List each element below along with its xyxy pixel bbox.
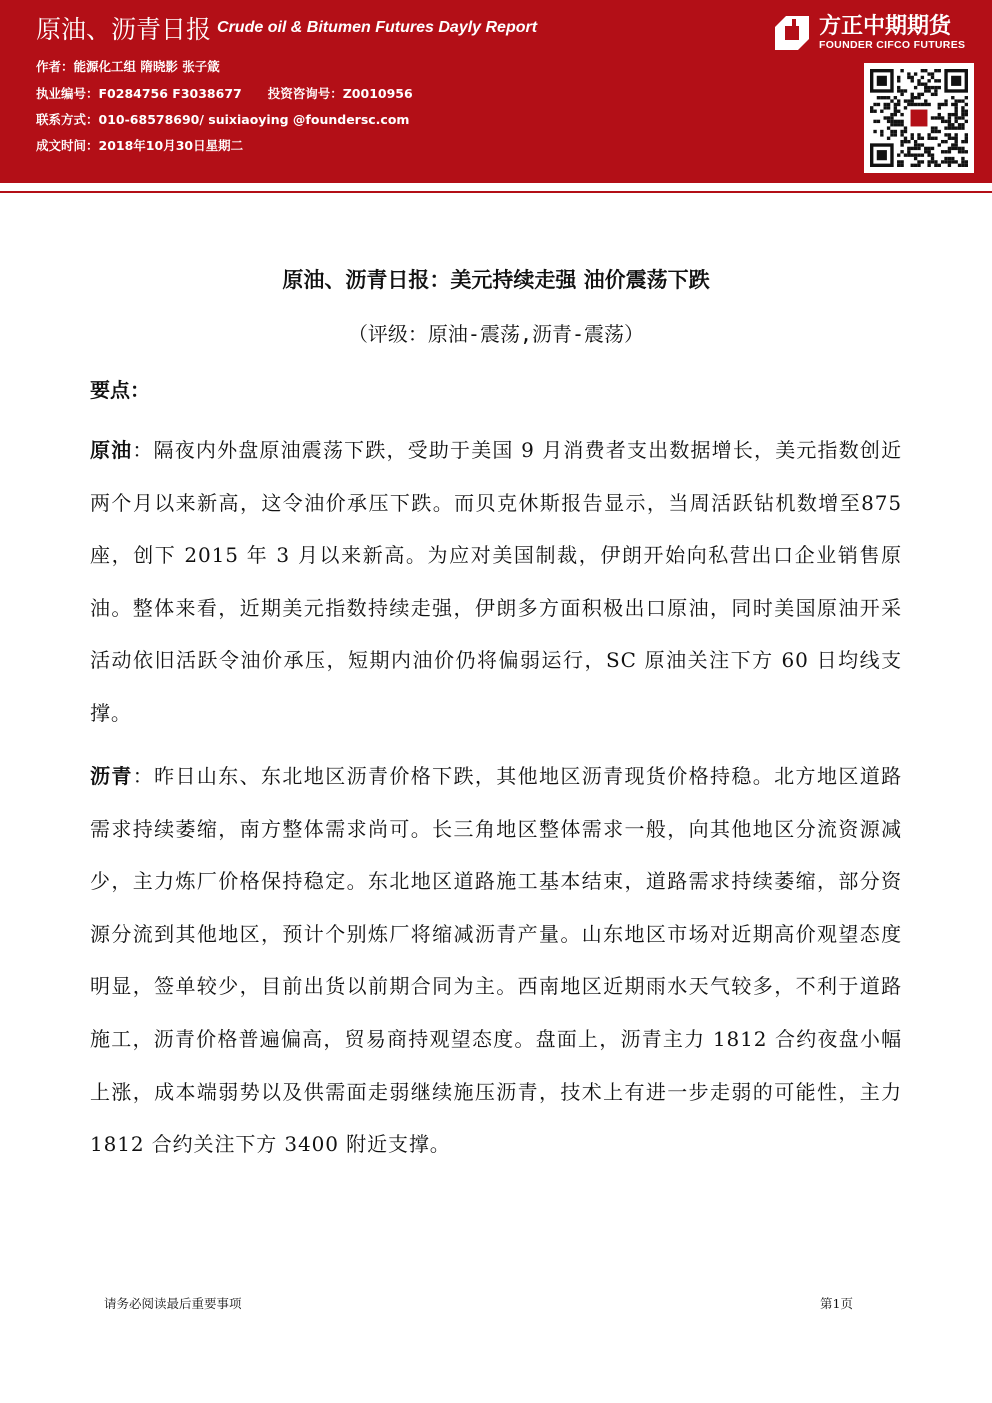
header-title-en: Crude oil & Bitumen Futures Dayly Report <box>217 19 538 36</box>
crude-oil-paragraph <box>90 424 902 740</box>
consult-label: 投资咨询号： <box>267 86 343 101</box>
author-label: 作者： <box>36 59 74 74</box>
bitumen-label: 沥青 <box>90 764 133 788</box>
report-header <box>0 0 992 183</box>
header-title <box>36 10 537 46</box>
header-divider <box>0 191 992 193</box>
bitumen-text: ：昨日山东、东北地区沥青价格下跌，其他地区沥青现货价格持稳。北方地区道路需求持续萎缩，南方整体需求尚可。长三角地区整体需求一般，向其他地区分流资源减少，主力炼厂价格保持稳定。东北地区道路施工基本结束，道路需求持续萎缩，部分资源分流到其他地区，预计个别炼厂将缩减沥青产量。山东地区市场对近期高价观望态度明显，签单较少，目前出货以前期合同为主。西南地区近期雨水天气较多，不利于道路施工，沥青价格普遍偏高，贸易商持观望态度。盘面上，沥青主力 1812 合约夜盘小幅上涨，成本端弱势以及供需面走弱继续施压沥青，技术上有进一步走弱的可能性，主力 1812 合约关注下方 3400 附近支撑。 <box>90 764 902 1157</box>
license-value: F0284756 F3038677 <box>98 86 242 101</box>
consult-value: Z0010956 <box>342 86 413 101</box>
report-rating: （评级：原油-震荡,沥青-震荡） <box>347 322 645 346</box>
contact-value: 010-68578690/ suixiaoying @foundersc.com <box>98 112 410 127</box>
qr-code-icon <box>870 69 968 167</box>
brand-name-cn: 方正中期期货 <box>819 14 952 39</box>
bitumen-paragraph <box>90 750 902 1171</box>
date-value: 2018年10月30日星期二 <box>98 138 244 153</box>
page-number: 第1页 <box>820 1296 853 1311</box>
brand-logo <box>772 9 972 54</box>
footer-disclaimer-note: 请务必阅读最后重要事项 <box>104 1296 242 1311</box>
header-title-cn: 原油、沥青日报 <box>36 15 212 44</box>
contact-label: 联系方式： <box>36 112 99 127</box>
contact-line <box>36 110 409 128</box>
author-value: 能源化工组 隋晓影 张子箴 <box>73 59 220 74</box>
qr-code <box>864 63 974 173</box>
license-label: 执业编号： <box>36 86 99 101</box>
author-line <box>36 57 220 75</box>
key-points-heading: 要点： <box>90 378 150 402</box>
brand-logo-icon <box>772 13 812 53</box>
brand-name-en: FOUNDER CIFCO FUTURES <box>819 39 966 51</box>
crude-oil-text: ：隔夜内外盘原油震荡下跌，受助于美国 9 月消费者支出数据增长，美元指数创近两个月以来新高，这令油价承压下跌。而贝克休斯报告显示，当周活跃钻机数增至875 座，创下 2015 年 3 月以来新高。为应对美国制裁，伊朗开始向私营出口企业销售原油。整体来看，近期美元指数持续走强，伊朗多方面积极出口原油，同时美国原油开采活动依旧活跃令油价承压，短期内油价仍将偏弱运行，SC 原油关注下方 60 日均线支撑。 <box>90 438 902 725</box>
crude-oil-label: 原油 <box>90 438 133 462</box>
report-title: 原油、沥青日报：美元持续走强 油价震荡下跌 <box>282 268 710 292</box>
license-line <box>36 84 413 102</box>
date-label: 成文时间： <box>36 138 99 153</box>
date-line <box>36 136 243 154</box>
